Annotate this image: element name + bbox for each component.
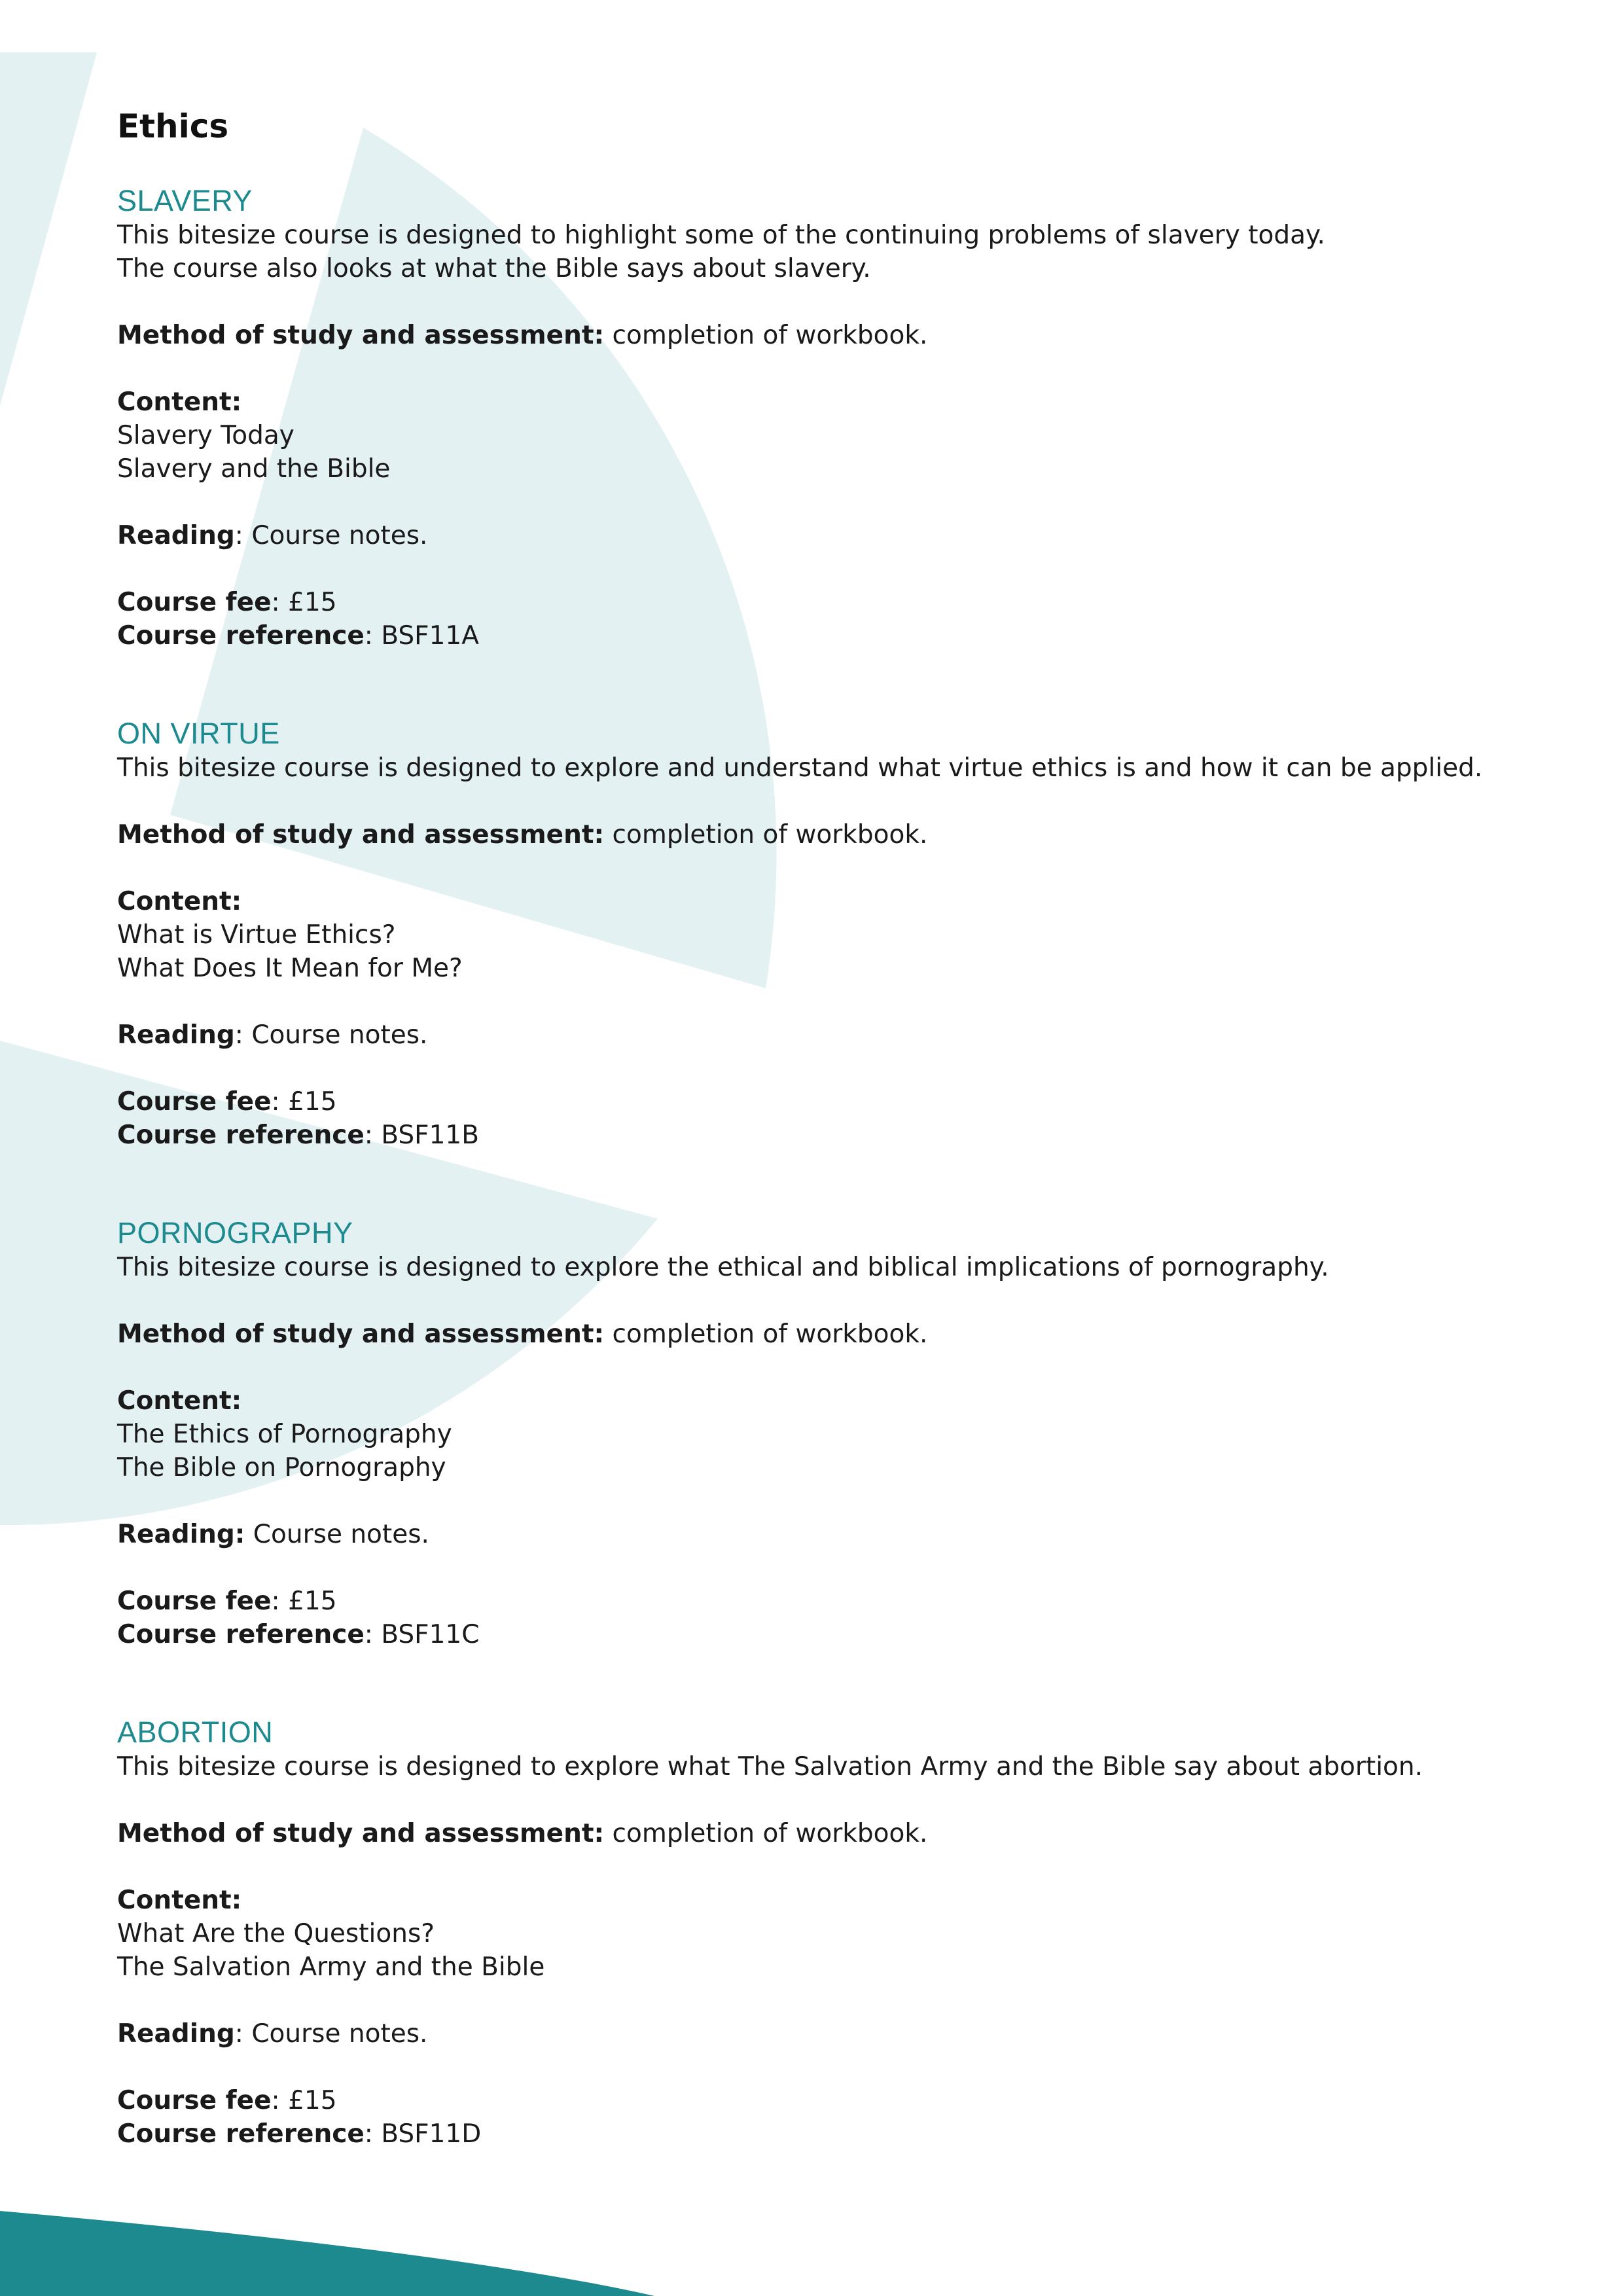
course-fee-value: £15 xyxy=(288,2086,337,2115)
method-value: completion of workbook. xyxy=(612,820,928,850)
method-label: Method of study and assessment: xyxy=(117,820,605,850)
reading-value: Course notes. xyxy=(251,1020,428,1050)
course-reference-label: Course reference xyxy=(117,2119,365,2149)
content-item: Slavery and the Bible xyxy=(117,454,391,484)
content-label: Content: xyxy=(117,1386,242,1416)
course-abortion xyxy=(117,1715,1524,2151)
reading-value: Course notes. xyxy=(253,1520,429,1549)
reading-label: Reading xyxy=(117,2019,235,2049)
method-line xyxy=(117,1318,1524,1351)
course-fee-line xyxy=(117,586,1524,619)
reading-line xyxy=(117,1518,1524,1551)
method-label: Method of study and assessment: xyxy=(117,321,605,350)
reading-label: Reading xyxy=(117,1520,235,1549)
page-title: Ethics xyxy=(117,107,229,145)
course-reference-colon: : xyxy=(364,2119,373,2149)
reading-line xyxy=(117,1018,1524,1052)
method-value: completion of workbook. xyxy=(612,321,928,350)
course-title: PORNOGRAPHY xyxy=(117,1216,353,1249)
course-reference-colon: : xyxy=(364,1620,373,1649)
content-item: The Bible on Pornography xyxy=(117,1453,446,1482)
course-fee-colon: : xyxy=(271,1587,280,1616)
method-line xyxy=(117,1817,1524,1850)
content-item: The Ethics of Pornography xyxy=(117,1420,452,1449)
course-reference-value: BSF11D xyxy=(381,2119,482,2149)
main-content xyxy=(117,103,1524,2214)
reading-colon: : xyxy=(234,521,243,550)
method-value: completion of workbook. xyxy=(612,1819,928,1848)
course-fee-label: Course fee xyxy=(117,2086,272,2115)
course-fee-line xyxy=(117,2084,1524,2117)
reading-label: Reading xyxy=(117,1020,235,1050)
bottom-swoosh xyxy=(0,2211,654,2296)
method-label: Method of study and assessment: xyxy=(117,1819,605,1848)
reading-colon: : xyxy=(234,2019,243,2049)
course-fee-value: £15 xyxy=(288,1587,337,1616)
course-title: ABORTION xyxy=(117,1715,274,1749)
content-label: Content: xyxy=(117,1886,242,1915)
reading-colon: : xyxy=(234,1020,243,1050)
method-value: completion of workbook. xyxy=(612,1319,928,1349)
method-line xyxy=(117,319,1524,352)
reading-line xyxy=(117,519,1524,552)
course-fee-label: Course fee xyxy=(117,1587,272,1616)
reading-line xyxy=(117,2017,1524,2051)
course-reference-value: BSF11B xyxy=(381,1121,479,1150)
course-reference-colon: : xyxy=(364,621,373,651)
content-item: What is Virtue Ethics? xyxy=(117,920,396,950)
course-title: SLAVERY xyxy=(117,184,253,217)
content-item: What Are the Questions? xyxy=(117,1919,435,1948)
course-reference-line xyxy=(117,619,1524,653)
reading-colon: : xyxy=(234,1520,245,1549)
course-fee-value: £15 xyxy=(288,1087,337,1117)
course-title: ON VIRTUE xyxy=(117,717,280,750)
course-fee-line xyxy=(117,1585,1524,1618)
method-line xyxy=(117,818,1524,852)
course-description: This bitesize course is designed to explore and understand what virtue ethics is and how it can be applied. xyxy=(117,753,1483,783)
content-label: Content: xyxy=(117,887,242,916)
course-fee-line xyxy=(117,1085,1524,1119)
course-on-virtue xyxy=(117,716,1524,1152)
course-reference-line xyxy=(117,1618,1524,1651)
course-reference-colon: : xyxy=(364,1121,373,1150)
content-label: Content: xyxy=(117,387,242,417)
course-fee-label: Course fee xyxy=(117,1087,272,1117)
course-pornography xyxy=(117,1215,1524,1651)
course-reference-line xyxy=(117,2117,1524,2151)
reading-label: Reading xyxy=(117,521,235,550)
course-reference-label: Course reference xyxy=(117,621,365,651)
reading-value: Course notes. xyxy=(251,2019,428,2049)
course-reference-line xyxy=(117,1119,1524,1152)
reading-value: Course notes. xyxy=(251,521,428,550)
content-item: The Salvation Army and the Bible xyxy=(117,1952,545,1982)
course-reference-value: BSF11C xyxy=(381,1620,480,1649)
course-description: This bitesize course is designed to explore what The Salvation Army and the Bible say about abortion. xyxy=(117,1752,1423,1782)
course-reference-label: Course reference xyxy=(117,1121,365,1150)
course-reference-label: Course reference xyxy=(117,1620,365,1649)
course-fee-value: £15 xyxy=(288,588,337,617)
course-fee-colon: : xyxy=(271,1087,280,1117)
course-fee-label: Course fee xyxy=(117,588,272,617)
course-fee-colon: : xyxy=(271,2086,280,2115)
content-item: What Does It Mean for Me? xyxy=(117,954,463,983)
course-description: This bitesize course is designed to highlight some of the continuing problems of slavery today. xyxy=(117,221,1325,250)
course-fee-colon: : xyxy=(271,588,280,617)
course-slavery xyxy=(117,183,1524,653)
method-label: Method of study and assessment: xyxy=(117,1319,605,1349)
course-reference-value: BSF11A xyxy=(381,621,479,651)
course-description: The course also looks at what the Bible says about slavery. xyxy=(117,254,871,283)
content-item: Slavery Today xyxy=(117,421,294,450)
course-description: This bitesize course is designed to explore the ethical and biblical implications of pornography. xyxy=(117,1253,1329,1282)
